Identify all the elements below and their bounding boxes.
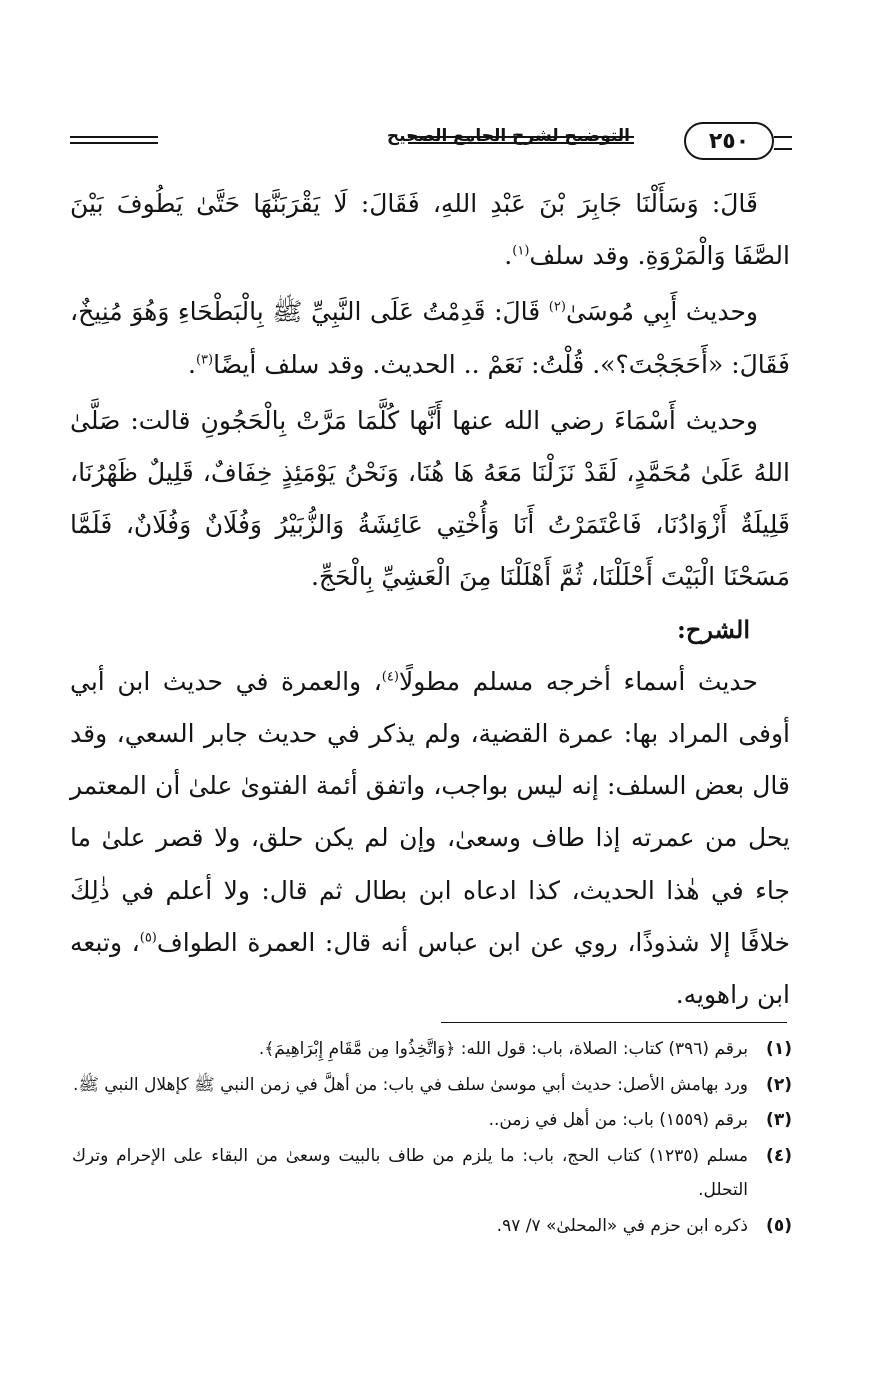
footnote-text: ذكره ابن حزم في «المحلىٰ» ٧/ ٩٧.	[496, 1215, 748, 1236]
section-heading: الشرح:	[677, 614, 750, 644]
footnote-ref-2: (٢)	[548, 300, 566, 316]
page-number-frame	[684, 122, 774, 160]
footnote-item	[72, 1103, 792, 1138]
paragraph-4-text-a: حديث أسماء أخرجه مسلم مطولًا	[398, 666, 758, 696]
footnote-number: (٤)	[766, 1145, 792, 1166]
footnote-text: برقم (١٥٥٩) باب: من أهل في زمن..	[488, 1110, 748, 1131]
paragraph-1-end: .	[504, 241, 513, 271]
paragraph-2-end: .	[188, 349, 196, 379]
paragraph-2	[70, 286, 790, 390]
page-number: ٢٥٠	[708, 128, 750, 154]
paragraph-4-text-c: ، وتبعه ابن راهويه.	[70, 927, 790, 1010]
paragraph-4-text-b: ، والعمرة في حديث ابن أبي أوفى المراد بها: عمرة القضية، ولم يذكر في حديث جابر السعي، وقد قال بعض السلف: إنه ليس بواجب، واتفق أئمة الفتوىٰ علىٰ أن المعتمر يحل من عمرته إذا طاف وسعىٰ، وإن لم يكن حلق، ولا قصر علىٰ ما جاء في هٰذا الحديث، كذا ادعاه ابن بطال ثم قال: ولا أعلم في ذٰلِكَ خلافًا إلا شذوذًا، روي عن ابن عباس أنه قال: العمرة الطواف	[70, 666, 790, 957]
footnote-number: (١)	[766, 1039, 792, 1059]
header-rule-middle	[408, 136, 634, 144]
footnote-text: برقم (٣٩٦) كتاب: الصلاة، باب: قول الله: ﴿وَاتَّخِذُوا مِن مَّقَامِ إِبْرَاهِيمَ﴾.	[258, 1039, 748, 1059]
header-rule-left	[70, 136, 158, 144]
paragraph-2-text-b: قَالَ: قَدِمْتُ عَلَى النَّبِيِّ ﷺ بِالْبَطْحَاءِ وَهُوَ مُنِيخٌ، فَقَالَ: «أَحَجَجْتَ؟». قُلْتُ: نَعَمْ .. الحديث. وقد سلف أيضًا	[70, 297, 790, 379]
running-title: التوضيح لشرح الجامع الصحيح	[386, 126, 630, 146]
paragraph-3	[70, 395, 790, 604]
paragraph-1	[70, 178, 790, 282]
footnote-text: ورد بهامش الأصل: حديث أبي موسىٰ سلف في باب: من أهلَّ في زمن النبي ﷺ كإهلال النبي ﷺ.	[72, 1074, 748, 1095]
footnote-item	[72, 1209, 792, 1244]
footnotes	[72, 1032, 792, 1245]
footnote-separator	[441, 1022, 787, 1023]
paragraph-1-text: قَالَ: وَسَأَلْنَا جَابِرَ بْنَ عَبْدِ اللهِ، فَقَالَ: لَا يَقْرَبَنَّهَا حَتَّىٰ يَطُوفَ بَيْنَ الصَّفَا وَالْمَرْوَةِ. وقد سلف	[70, 189, 790, 271]
paragraph-4	[70, 656, 790, 1021]
footnote-number: (٣)	[766, 1110, 792, 1131]
paragraph-2-text-a: وحديث أَبِي مُوسَىٰ	[565, 297, 758, 327]
footnote-ref-4: (٤)	[381, 669, 399, 685]
footnote-ref-5: (٥)	[139, 930, 157, 946]
main-text	[70, 178, 790, 1021]
footnote-ref-3: (٣)	[195, 352, 214, 368]
footnote-number: (٢)	[766, 1074, 792, 1095]
page-header	[70, 118, 792, 168]
footnote-item	[72, 1068, 792, 1103]
paragraph-3-text: وحديث أَسْمَاءَ رضي الله عنها أَنَّها كُلَّمَا مَرَّتْ بِالْحَجُونِ قالت: صَلَّىٰ اللهُ عَلَىٰ مُحَمَّدٍ، لَقَدْ نَزَلْنَا مَعَهُ هَا هُنَا، وَنَحْنُ يَوْمَئِذٍ خِفَافٌ، قَلِيلٌ ظَهْرُنَا، قَلِيلَةٌ أَزْوَادُنَا، فَاعْتَمَرْتُ أَنَا وَأُخْتِي عَائِشَةُ وَالزُّبَيْرُ وَفُلَانٌ وَفُلَانٌ، فَلَمَّا مَسَحْنَا الْبَيْتَ أَحْلَلْنَا، ثُمَّ أَهْلَلْنَا مِنَ الْعَشِيِّ بِالْحَجِّ.	[70, 405, 790, 592]
footnote-text: مسلم (١٢٣٥) كتاب الحج، باب: ما يلزم من طاف بالبيت وسعىٰ من البقاء على الإحرام وترك التحلل.	[72, 1145, 748, 1201]
footnote-item	[72, 1139, 792, 1208]
footnote-ref-1: (١)	[512, 243, 530, 259]
footnote-number: (٥)	[766, 1215, 792, 1236]
footnote-item	[72, 1032, 792, 1067]
